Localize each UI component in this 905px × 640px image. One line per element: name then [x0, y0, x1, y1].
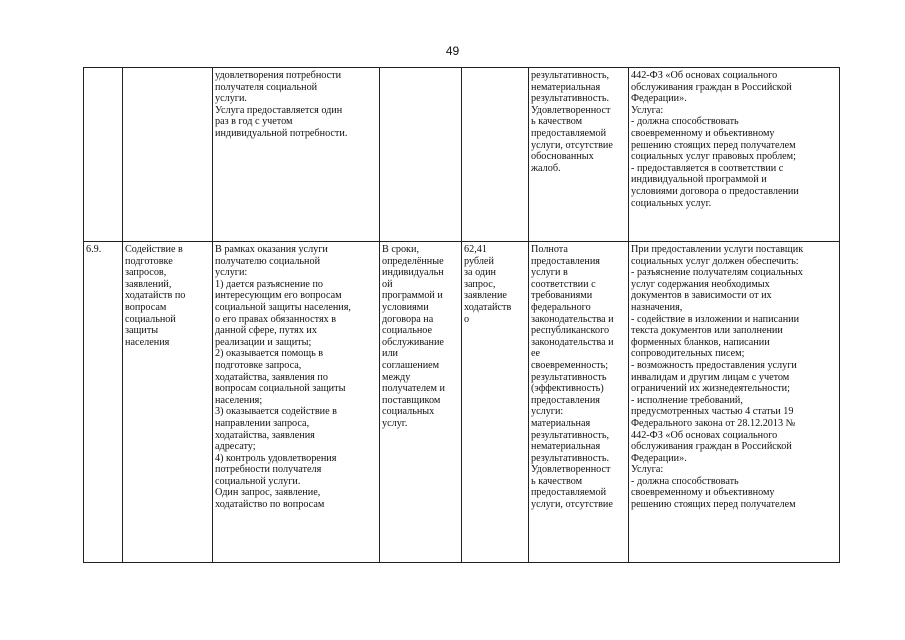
- cell-text-line: услуги:: [215, 267, 248, 279]
- cell-text-line: индивидуальной программой и: [631, 174, 767, 186]
- table-row: [84, 68, 840, 242]
- cell-text-line: результативность,: [531, 429, 610, 441]
- cell-text-line: результативность: [531, 371, 607, 383]
- cell-text-line: раз в год с учетом: [215, 116, 293, 128]
- cell-text-line: индивидуальной потребности.: [215, 127, 348, 139]
- cell-text-line: материальная: [531, 417, 591, 429]
- cell-text-line: законодательства и: [531, 313, 614, 325]
- cell-text-line: нематериальная: [531, 81, 601, 93]
- service-price-cell: [462, 68, 529, 242]
- cell-text-line: услуги, отсутствие: [531, 499, 613, 511]
- cell-text-line: поставщиком: [382, 394, 441, 406]
- cell-text-line: предусмотренных частью 4 статьи 19: [631, 406, 794, 418]
- cell-text-line: жалоб.: [531, 162, 561, 174]
- cell-text-line: 442-ФЗ «Об основах социального: [631, 429, 778, 441]
- cell-text-line: документов в зависимости от их: [631, 290, 772, 302]
- cell-text-line: за один: [464, 267, 496, 279]
- service-content-cell: [213, 242, 380, 563]
- cell-text-line: услуг содержания необходимых: [631, 278, 770, 290]
- cell-text-line: требованиями: [531, 290, 593, 302]
- table-row: [84, 242, 840, 563]
- cell-text-line: При предоставлении услуги поставщик: [631, 244, 804, 255]
- cell-text-line: ходатайств по: [125, 290, 186, 302]
- service-name-cell: [123, 68, 213, 242]
- cell-text-line: получателя социальной: [215, 81, 318, 93]
- cell-text-line: предоставления: [531, 255, 600, 267]
- cell-text-line: защиты: [125, 325, 159, 337]
- cell-text-line: данной сфере, путях их: [215, 325, 317, 337]
- cell-text-line: решению стоящих перед получателем: [631, 139, 796, 151]
- cell-text-line: Федерации».: [631, 452, 687, 464]
- cell-text-line: договора на: [382, 313, 434, 325]
- cell-text-line: 442-ФЗ «Об основах социального: [631, 70, 778, 81]
- cell-text-line: своевременному и объективному: [631, 487, 775, 499]
- cell-text-line: между: [382, 371, 411, 383]
- cell-text-line: программой и: [382, 290, 443, 302]
- service-price-cell: [462, 242, 529, 563]
- cell-text-line: ходатайства, заявления по: [215, 371, 328, 383]
- cell-text-line: социальных услуг.: [631, 197, 712, 209]
- cell-text-line: Содействие в: [125, 244, 183, 255]
- cell-text-line: Один запрос, заявление,: [215, 487, 321, 499]
- cell-text-line: заявлений,: [125, 278, 172, 290]
- cell-text-line: услуг.: [382, 417, 408, 429]
- cell-text-line: - разъяснение получателям социальных: [631, 267, 803, 279]
- cell-text-line: вопросам социальной защиты: [215, 383, 346, 395]
- cell-text-line: результативность,: [531, 70, 610, 81]
- cell-text-line: социальной: [125, 313, 176, 325]
- cell-text-line: соответствии с: [531, 278, 596, 290]
- cell-text-line: услуги.: [215, 93, 247, 105]
- cell-text-line: своевременному и объективному: [631, 127, 775, 139]
- cell-text-line: ходатайств: [464, 301, 512, 313]
- cell-text-line: социальных услуг правовых проблем;: [631, 151, 796, 163]
- service-terms-cell: [380, 68, 462, 242]
- cell-text-line: обоснованных: [531, 151, 594, 163]
- cell-text-line: ограничений их жизнедеятельности;: [631, 383, 790, 395]
- cell-text-line: Услуга:: [631, 104, 664, 116]
- cell-text-line: о: [464, 313, 470, 325]
- cell-text-line: назначения,: [631, 301, 683, 313]
- cell-text-line: Услуга:: [631, 464, 664, 476]
- cell-text-line: 4) контроль удовлетворения: [215, 452, 337, 464]
- cell-text-line: федерального: [531, 301, 591, 313]
- cell-text-line: 3) оказывается содействие в: [215, 406, 337, 418]
- cell-text-line: 62,41: [464, 244, 487, 255]
- cell-text-line: потребности получателя: [215, 464, 322, 476]
- cell-text-line: ь качеством: [531, 475, 583, 487]
- page-number: 49: [445, 44, 460, 58]
- cell-text-line: Федерального закона от 28.12.2013 №: [631, 417, 796, 429]
- cell-text-line: ой: [382, 278, 393, 290]
- cell-text-line: предоставляемой: [531, 127, 607, 139]
- row-number-cell: [84, 242, 123, 563]
- cell-text-line: направлении запроса,: [215, 417, 310, 429]
- services-table: [83, 67, 840, 563]
- cell-text-line: запросов,: [125, 267, 167, 279]
- cell-text-line: - исполнение требований,: [631, 394, 743, 406]
- cell-text-line: услуги, отсутствие: [531, 139, 613, 151]
- service-conditions-cell: [629, 242, 840, 563]
- cell-text-line: предоставляемой: [531, 487, 607, 499]
- cell-text-line: социальное: [382, 325, 433, 337]
- cell-text-line: социальной защиты населения,: [215, 301, 351, 313]
- cell-text-line: населения;: [215, 394, 263, 406]
- cell-text-line: обслуживания граждан в Российской: [631, 81, 792, 93]
- quality-indicators-cell: [529, 242, 629, 563]
- cell-text-line: социальных: [382, 406, 435, 418]
- service-conditions-cell: [629, 68, 840, 242]
- cell-text-line: законодательства и: [531, 336, 614, 348]
- cell-text-line: 1) дается разъяснение по: [215, 278, 324, 290]
- cell-text-line: ходатайства, заявления: [215, 429, 315, 441]
- cell-text-line: услуги в: [531, 267, 568, 279]
- service-terms-cell: [380, 242, 462, 563]
- cell-text-line: получателем и: [382, 383, 445, 395]
- cell-text-line: Полнота: [531, 244, 568, 255]
- cell-text-line: нематериальная: [531, 441, 601, 453]
- cell-text-line: услуги:: [531, 406, 564, 418]
- cell-text-line: Удовлетворенност: [531, 464, 611, 476]
- cell-text-line: адресату;: [215, 441, 256, 453]
- cell-text-line: ходатайство по вопросам: [215, 499, 325, 511]
- cell-text-line: социальной услуги.: [215, 475, 301, 487]
- cell-text-line: сопроводительных писем;: [631, 348, 745, 360]
- quality-indicators-cell: [529, 68, 629, 242]
- cell-text-line: или: [382, 348, 398, 360]
- cell-text-line: инвалидам и другим лицам с учетом: [631, 371, 790, 383]
- cell-text-line: вопросам: [125, 301, 167, 313]
- cell-text-line: форменных бланков, написании: [631, 336, 770, 348]
- cell-text-line: Федерации».: [631, 93, 687, 105]
- cell-text-line: запрос,: [464, 278, 496, 290]
- cell-text-line: своевременность;: [531, 359, 609, 371]
- cell-text-line: подготовке запроса,: [215, 359, 302, 371]
- cell-text-line: индивидуальн: [382, 267, 444, 279]
- service-name-cell: [123, 242, 213, 563]
- cell-text-line: социальных услуг должен обеспечить:: [631, 255, 799, 267]
- cell-text-line: В сроки,: [382, 244, 419, 255]
- cell-text-line: интересующим его вопросам: [215, 290, 342, 302]
- cell-text-line: о его правах обязанностях в: [215, 313, 337, 325]
- cell-text-line: (эффективность): [531, 383, 604, 395]
- cell-text-line: результативность.: [531, 452, 610, 464]
- service-content-cell: [213, 68, 380, 242]
- cell-text-line: текста документов или заполнении: [631, 325, 783, 337]
- cell-text-line: 2) оказывается помощь в: [215, 348, 324, 360]
- cell-text-line: ь качеством: [531, 116, 583, 128]
- cell-text-line: условиями договора о предоставлении: [631, 185, 799, 197]
- row-number-cell: [84, 68, 123, 242]
- cell-text-line: - возможность предоставления услуги: [631, 359, 797, 371]
- cell-text-line: получателю социальной: [215, 255, 321, 267]
- cell-text-line: заявление: [464, 290, 507, 302]
- cell-text-line: удовлетворения потребности: [215, 70, 342, 81]
- cell-text-line: ее: [531, 348, 541, 360]
- cell-text-line: обслуживания граждан в Российской: [631, 441, 792, 453]
- cell-text-line: В рамках оказания услуги: [215, 244, 328, 255]
- cell-text-line: подготовке: [125, 255, 173, 267]
- cell-text-line: - должна способствовать: [631, 116, 739, 128]
- cell-text-line: соглашением: [382, 359, 440, 371]
- cell-text-line: республиканского: [531, 325, 610, 337]
- cell-text-line: результативность.: [531, 93, 610, 105]
- cell-text-line: - должна способствовать: [631, 475, 739, 487]
- cell-text-line: обслуживание: [382, 336, 444, 348]
- cell-text-line: 6.9.: [86, 244, 102, 255]
- cell-text-line: населения: [125, 336, 170, 348]
- cell-text-line: определённые: [382, 255, 444, 267]
- cell-text-line: - содействие в изложении и написании: [631, 313, 800, 325]
- cell-text-line: решению стоящих перед получателем: [631, 499, 796, 511]
- cell-text-line: Удовлетворенност: [531, 104, 611, 116]
- cell-text-line: реализации и защиты;: [215, 336, 312, 348]
- cell-text-line: условиями: [382, 301, 429, 313]
- cell-text-line: рублей: [464, 255, 494, 267]
- cell-text-line: - предоставляется в соответствии с: [631, 162, 784, 174]
- cell-text-line: Услуга предоставляется один: [215, 104, 343, 116]
- cell-text-line: предоставления: [531, 394, 600, 406]
